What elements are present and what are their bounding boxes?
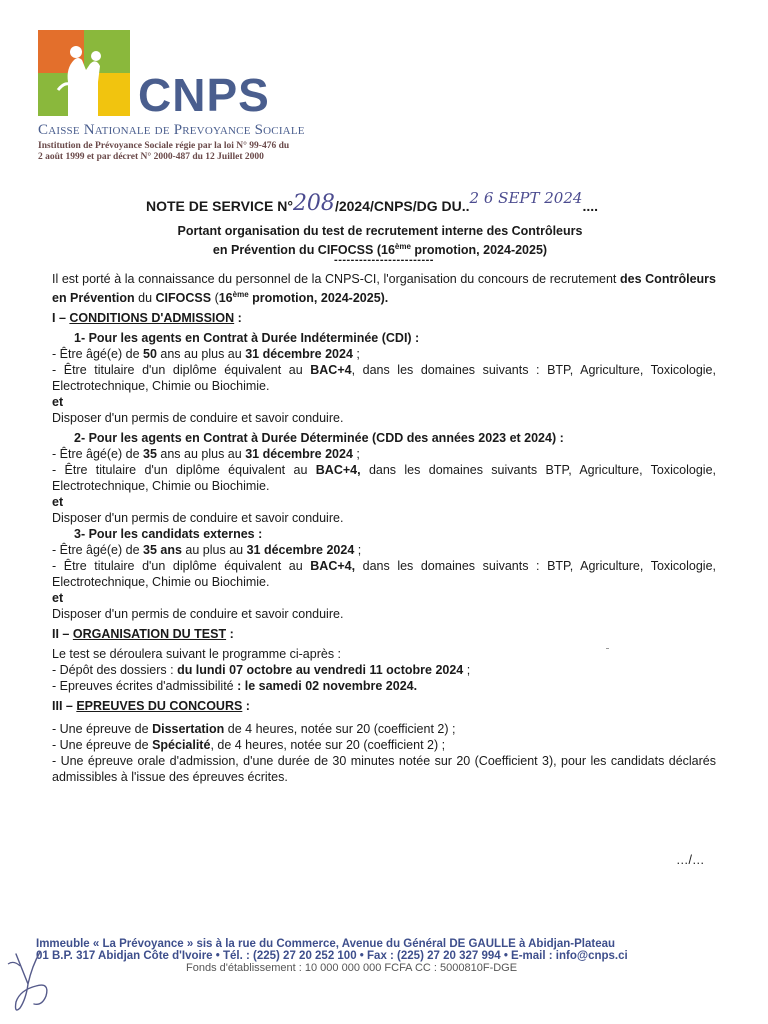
text: - Dépôt des dossiers : [52,663,178,678]
text: - Une épreuve de [52,722,153,737]
heading-prefix: III – [52,699,77,714]
heading-suffix: : [226,627,234,642]
text: ; [354,543,362,558]
bold-text: BAC+4, [315,463,361,478]
subject-line: Portant organisation du test de recrutement interne des Contrôleurs [177,224,583,238]
exam-item-oral: - Une épreuve orale d'admission, d'une durée de 30 minutes notée sur 20 (Coefficient 3), pour les candidats déclarés admissibles à l'issue des épreuves écrites. [52,754,716,785]
bold-text: BAC+4, [310,559,356,574]
text: ans au plus au [156,347,246,362]
heading-prefix: II – [52,627,73,642]
note-body [52,271,716,785]
intro-paragraph [52,271,716,306]
group-title-external: 3- Pour les candidats externes : [74,527,263,542]
age-condition [52,346,716,362]
intro-bold: des Contrôleurs en Prévention [52,272,716,306]
legal-note-line: Institution de Prévoyance Sociale régie par la loi N° 99-476 du [38,141,290,151]
text: , dans les domaines suivants : BTP, Agriculture, Toxicologie, Electrotechnique, Chimie ou Biochimie. [52,363,716,394]
bold-text: BAC+4 [310,363,352,378]
footer-contacts: 01 B.P. 317 Abidjan Côte d'Ivoire • Tél. : (225) 27 20 252 100 • Fax : (225) 27 20 327 994 • E-mail : info@cnps.ci [36,950,628,962]
subject-sup: ème [394,242,411,251]
conjunction-et: et [52,395,64,410]
page-footer [36,938,736,974]
text: - Être titulaire d'un diplôme équivalent au [52,463,316,478]
text: - Une épreuve de [52,738,153,753]
reference-dots: .... [582,198,598,214]
text: au plus au [181,543,247,558]
text: ; [463,663,471,678]
separator-dashes: ------------------------ [334,254,434,266]
brand-name: CNPS [138,69,270,121]
text: - Être titulaire d'un diplôme équivalent au [52,559,311,574]
organization-legal-note [38,141,338,163]
text: ; [352,447,360,462]
diploma-condition [52,558,716,590]
age-condition [52,542,716,558]
license-condition: Disposer d'un permis de conduire et savoir conduire. [52,607,344,622]
bold-text: 31 décembre 2024 [245,447,353,462]
heading-text: EPREUVES DU CONCOURS [76,699,243,714]
bold-text: 35 ans [143,543,182,558]
group-title-cdd: 2- Pour les agents en Contrat à Durée Déterminée (CDD des années 2023 et 2024) : [74,431,564,446]
schedule-item-written [52,678,716,694]
schedule-item-deposit [52,662,716,678]
bold-text: 31 décembre 2024 [246,543,355,558]
text: ans au plus au [156,447,246,462]
cnps-logo [38,30,130,116]
heading-text: ORGANISATION DU TEST [72,627,227,642]
section-heading-conditions [52,310,716,326]
heading-prefix: I – [52,311,70,326]
schedule-intro: Le test se déroulera suivant le programme ci-après : [52,647,342,662]
bold-text: 35 [143,447,157,462]
conjunction-et: et [52,591,64,606]
bold-text: : le samedi 02 novembre 2024. [237,679,418,694]
section-heading-organisation [52,626,716,642]
handwritten-initials-signature [6,944,66,1014]
heading-text: CONDITIONS D'ADMISSION [69,311,235,326]
age-condition [52,446,716,462]
text: - Être âgé(e) de [52,447,144,462]
exam-item-specialite [52,737,716,753]
footer-address: Immeuble « La Prévoyance » sis à la rue du Commerce, Avenue du Général DE GAULLE à Abidjan-Plateau [36,938,616,950]
service-note-reference [146,189,598,217]
license-condition: Disposer d'un permis de conduire et savoir conduire. [52,511,344,526]
heading-suffix: : [242,699,250,714]
handwritten-note-number: 208 [292,191,335,216]
intro-text: ( [211,291,219,306]
exam-item-dissertation [52,721,716,737]
text: - Epreuves écrites d'admissibilité [52,679,238,694]
subject-text: promotion, 2024-2025) [410,243,548,258]
diploma-condition [52,362,716,394]
bold-text: 31 décembre 2024 [245,347,353,362]
text: - Être âgé(e) de [52,543,144,558]
reference-dots: .. [461,198,470,214]
diploma-condition [52,462,716,494]
text: de 4 heures, notée sur 20 (coefficient 2) ; [224,722,456,737]
intro-bold: promotion, 2024-2025). [248,291,389,306]
intro-text: du [134,291,156,306]
reference-middle: /2024/CNPS/DG DU [334,198,462,214]
organization-name: Caisse Nationale de Prevoyance Sociale [38,122,305,138]
bold-text: Dissertation [152,722,225,737]
license-condition: Disposer d'un permis de conduire et savoir conduire. [52,411,344,426]
intro-text: Il est porté à la connaissance du personnel de la CNPS-CI, l'organisation du concours de recrutement [52,272,617,286]
heading-suffix: : [234,311,242,326]
group-title-cdi: 1- Pour les agents en Contrat à Durée Indéterminée (CDI) : [74,331,420,346]
legal-note-line: 2 août 1999 et par décret N° 2000-487 du 12 Juillet 2000 [38,152,264,162]
continuation-mark: …/… [676,853,705,867]
subject-text: en Prévention du CIFOCSS (16 [212,243,395,258]
intro-sup: ème [232,290,249,299]
text: dans les domaines suivants BTP, Agriculture, Toxicologie, Electrotechnique, Chimie ou Biochimie. [52,463,716,494]
footer-capital: Fonds d'établissement : 10 000 000 000 FCFA CC : 5000810F-DGE [186,962,518,974]
text: dans les domaines suivants : BTP, Agriculture, Toxicologie, Electrotechnique, Chimie ou Biochimie. [52,559,717,590]
text: - Être titulaire d'un diplôme équivalent au [52,363,311,378]
intro-bold: 16 [218,291,233,306]
bold-text: 50 [143,347,157,362]
intro-bold: CIFOCSS [155,291,212,306]
bold-text: Spécialité [152,738,211,753]
text: - Être âgé(e) de [52,347,144,362]
conjunction-et: et [52,495,64,510]
scan-speck [606,648,609,649]
reference-prefix: NOTE DE SERVICE N° [146,198,293,214]
section-heading-epreuves [52,698,716,714]
text: ; [352,347,360,362]
text: , de 4 heures, notée sur 20 (coefficient 2) ; [210,738,446,753]
bold-text: du lundi 07 octobre au vendredi 11 octobre 2024 [177,663,464,678]
date-stamp: 2 6 SEPT 2024 [469,189,583,207]
